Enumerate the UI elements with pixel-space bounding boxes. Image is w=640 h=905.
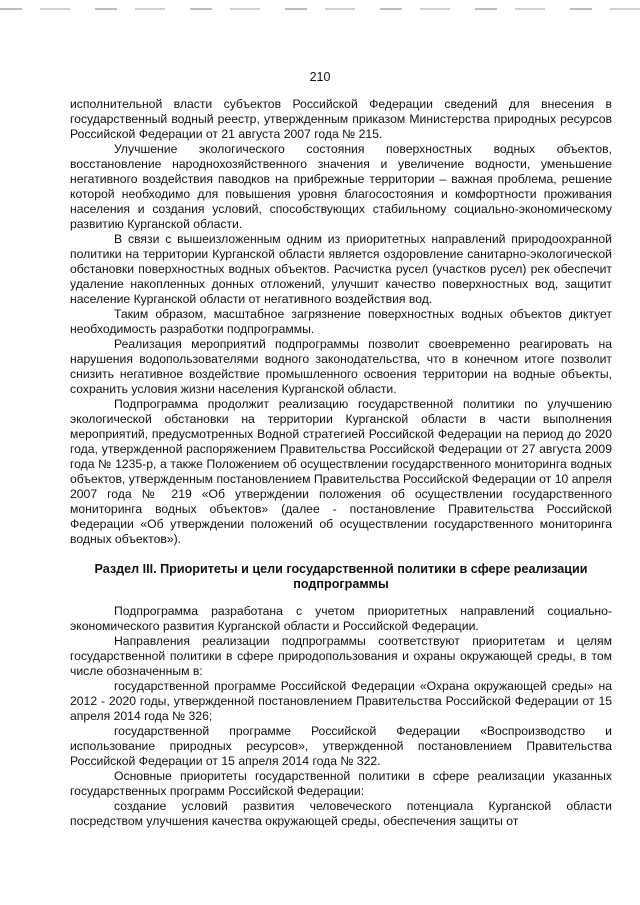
paragraph: Реализация мероприятий подпрограммы позволит своевременно реагировать на нарушения водопользователями водного законодательства, что в конечном итоге позволит снизить негативное воздействие промышленного освоения территории на водные объекты, сохранить условия жизни населения Курганской области. [70,337,612,396]
page-number: 210 [309,70,331,84]
paragraph: государственной программе Российской Федерации «Воспроизводство и использование природных ресурсов», утвержденной постановлением Правительства Российской Федерации от 15 апреля 2014 года № 322. [70,724,612,768]
paragraph: исполнительной власти субъектов Российской Федерации сведений для внесения в государственный водный реестр, утвержденным приказом Министерства природных ресурсов Российской Федерации от 21 августа 2007 года № 215. [70,97,612,141]
section-heading: Раздел III. Приоритеты и цели государственной политики в сфере реализации подпрограммы [94,562,588,591]
body-text [70,97,612,829]
paragraph: государственной программе Российской Федерации «Охрана окружающей среды» на 2012 - 2020 годы, утвержденной постановлением Правительства Российской Федерации от 15 апреля 2014 года № 326; [70,679,612,723]
paragraph: Подпрограмма продолжит реализацию государственной политики по улучшению экологической обстановки на территории Курганской области в части выполнения мероприятий, предусмотренных Водной стратегией Российской Федерации на период до 2020 года, утвержденной распоряжением Правительства Российской Федерации от 27 августа 2009 года № 1235-р, а также Положением об осуществлении государственного мониторинга водных объектов, утвержденным постановлением Правительства Российской Федерации от 10 апреля 2007 года № 219 «Об утверждении положения об осуществлении государственного мониторинга водных объектов» (далее - постановление Правительства Российской Федерации «Об утверждении положений об осуществлении государственного мониторинга водных объектов»). [70,397,612,546]
paragraph: Улучшение экологического состояния поверхностных водных объектов, восстановление народнохозяйственного значения и увеличение водности, уменьшение негативного воздействия паводков на прибрежные территории – важная проблема, решение которой необходимо для повышения уровня благосостояния и комфортности проживания населения и создания условий, способствующих стабильному социально-экономическому развитию Курганской области. [70,142,612,231]
paragraph: создание условий развития человеческого потенциала Курганской области посредством улучшения качества окружающей среды, обеспечения защиты от [70,799,612,828]
paragraph: Основные приоритеты государственной политики в сфере реализации указанных государственных программ Российской Федерации: [70,769,612,798]
paragraph: Подпрограмма разработана с учетом приоритетных направлений социально-экономического развития Курганской области и Российской Федерации. [70,604,612,633]
paragraph: Направления реализации подпрограммы соответствуют приоритетам и целям государственной политики в сфере природопользования и охраны окружающей среды, в том числе обозначенным в: [70,634,612,678]
scan-artifact-line [0,8,640,10]
paragraph: В связи с вышеизложенным одним из приоритетных направлений природоохранной политики на территории Курганской области является оздоровление санитарно-экологической обстановки поверхностных водных объектов. Расчистка русел (участков русел) рек обеспечит удаление накопленных донных отложений, улучшит качество поверхностных вод, защитит население Курганской области от негативного воздействия вод. [70,232,612,306]
paragraph: Таким образом, масштабное загрязнение поверхностных водных объектов диктует необходимость разработки подпрограммы. [70,307,612,336]
